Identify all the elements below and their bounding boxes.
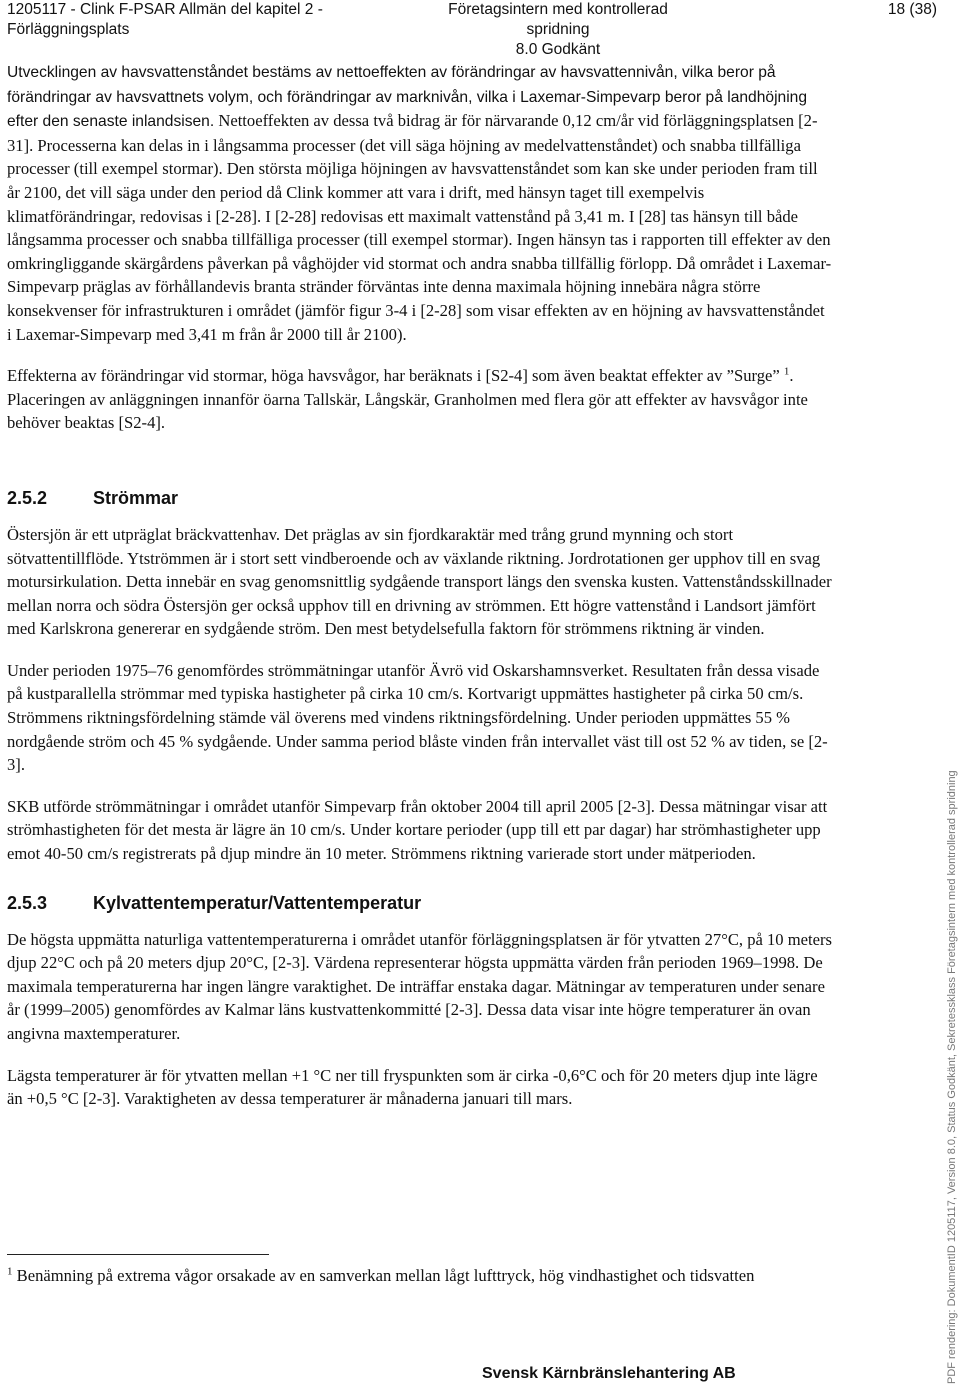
paragraph-currents-3: SKB utförde strömmätningar i området utanför Simpevarp från oktober 2004 till april 2005 [2-3]. Dessa mätningar visar att strömhastigheten för det mesta är lägre än 10 cm/s. Under kortare perioder (upp till ett par dagar) har strömhastigheter upp emot 40-50 cm/s registrerats på djup mindre än 10 meter. Strömmens riktning varierade stort under mätperioden. xyxy=(7,796,828,864)
header-version-status: 8.0 Godkänt xyxy=(515,41,601,58)
paragraph-surge xyxy=(7,364,832,435)
footnote-marker: 1 xyxy=(7,1265,13,1278)
section-number: 2.5.3 xyxy=(7,892,48,913)
paragraph-surge-text: Effekterna av förändringar vid stormar, höga havsvågor, har beräknats i [S2-4] som även beaktat effekter av ”Surge” xyxy=(7,366,784,386)
paragraph-sea-level-intro: Utvecklingen av havsvattenståndet bestäms av nettoeffekten av förändringar av havsvattennivån, vilka beror på förändringar av havsvattnets volym, och förändringar av marknivån, vilka i Laxemar-Simpevarp beror på landhöjning efter den senaste inlandsisen. xyxy=(7,64,808,131)
section-heading-currents xyxy=(7,485,832,511)
page-footer: Svensk Kärnbränslehantering AB xyxy=(482,1365,736,1382)
paragraph-sea-level-rest: Nettoeffekten av dessa två bidrag är för närvarande 0,12 cm/år vid förläggningsplatsen [2-31]. Processerna kan delas in i långsamma processer (det vill säga höjning av medelvattenståndet) och snabba tillfälliga processer (till exempel stormar). Den största möjliga höjningen av havsvattenståndet som kan ske under perioden fram till år 2100, det vill säga under den period då Clink kommer att vara i drift, med hänsyn taget till exempelvis klimatförändringar, redovisas i [2-28]. I [2-28] redovisas ett maximalt vattenstånd på 3,41 m. I [28] tas hänsyn till både långsamma processer och snabba tillfälliga processer (till exempel stormar). Ingen hänsyn tas i rapporten till effekter av den omkringliggande skärgårdens påverkan på våghöjder vid stormat och andra snabba tillfällig förlopp. Då området i Laxemar-Simpevarp präglas av förhållandevis branta stränder förväntas inte denna maximala höjning innebära några större konsekvenser för infrastrukturen i området (jämför figur 3-4 i [2-28] som visar effekten av en höjning av havsvattenståndet i Laxemar-Simpevarp med 3,41 m från år 2000 till år 2100). xyxy=(7,111,832,344)
header-security-class: Företagsintern med kontrollerad spridning xyxy=(448,1,668,38)
footnote xyxy=(7,1264,832,1288)
section-title: Strömmar xyxy=(93,487,179,508)
header-title-line1: 1205117 - Clink F-PSAR Allmän del kapitel 2 - xyxy=(7,1,323,18)
paragraph-surge-text-end: . Placeringen av anläggningen innanför öarna Tallskär, Långskär, Granholmen med flera gör att effekter av havsvågor inte behöver beaktas [S2-4]. xyxy=(7,366,808,433)
side-rendering-note: PDF rendering: DokumentID 1205117, Version 8.0, Status Godkänt, Sekretessklass Företagsintern med kontrollerad spridning xyxy=(946,770,958,1384)
page-body xyxy=(7,60,832,1111)
section-heading-temperature xyxy=(7,890,832,916)
header-document-title xyxy=(7,0,323,40)
footnote-separator xyxy=(7,1254,269,1255)
paragraph-currents-2: Under perioden 1975–76 genomfördes strömmätningar utanför Ävrö vid Oskarshamnsverket. Resultaten från dessa visade på kustparallella strömmar med typiska hastigheter på cirka 10 cm/s. Kortvarigt uppmättes hastigheter på cirka 50 cm/s. Strömmens riktningsfördelning stämde väl överens med vindens riktningsfördelning. Under perioden uppmättes 55 % nordgående ström och 45 % sydgående. Under samma period blåste vinden från intervallet väst till ost 52 % av tiden, se [2-3]. xyxy=(7,660,828,775)
section-number: 2.5.2 xyxy=(7,487,48,508)
header-page-number: 18 (38) xyxy=(887,1,937,18)
paragraph-sea-level xyxy=(7,60,832,346)
header-title-line2: Förläggningsplats xyxy=(7,21,130,38)
paragraph-temperature-1: De högsta uppmätta naturliga vattentemperaturerna i området utanför förläggningsplatsen är för ytvatten 27°C, på 10 meters djup 22°C och på 20 meters djup 20°C, [2-3]. Värdena representerar högsta uppmätta värden från perioden 1969–1998. De maximala temperaturerna har ingen längre varaktighet. De inträffar enstaka dagar. Mätningar av temperaturen under senare år (1999–2005) genomfördes av Kalmar läns kustvattenkommitté [2-3]. Dessa data visar inte högre temperaturer än ovan angivna maxtemperaturer. xyxy=(7,929,832,1043)
page-header xyxy=(7,0,937,58)
paragraph-currents-1: Östersjön är ett utpräglat bräckvattenhav. Det präglas av sin fjordkaraktär med trång grund mynning och stort sötvattentillflöde. Ytströmmen är i stort sett vindberoende och av växlande riktning. Jordrotationen ger upphov till en svag motursirkulation. Detta innebär en svag genomsnittlig sydgående transport längs den svenska kusten. Vattenståndsskillnader mellan norra och södra Östersjön ger också upphov till en drivning av strömmen. Ett högre vattenstånd i Landsort jämfört med Karlskrona genererar en sydgående ström. Den mest betydelsefulla faktorn för strömmens riktning är vinden. xyxy=(7,524,832,639)
header-classification xyxy=(423,0,693,60)
section-title: Kylvattentemperatur/Vattentemperatur xyxy=(93,892,422,913)
footnote-text: Benämning på extrema vågor orsakade av en samverkan mellan lågt lufttryck, hög vindhastighet och tidsvatten xyxy=(12,1266,755,1285)
paragraph-temperature-2: Lägsta temperaturer är för ytvatten mellan +1 °C ner till fryspunkten som är cirka -0,6°C och för 20 meters djup inte lägre än +0,5 °C [2-3]. Varaktigheten av dessa temperaturer är månaderna januari till mars. xyxy=(7,1065,818,1109)
footnote-reference[interactable]: 1 xyxy=(783,365,790,378)
